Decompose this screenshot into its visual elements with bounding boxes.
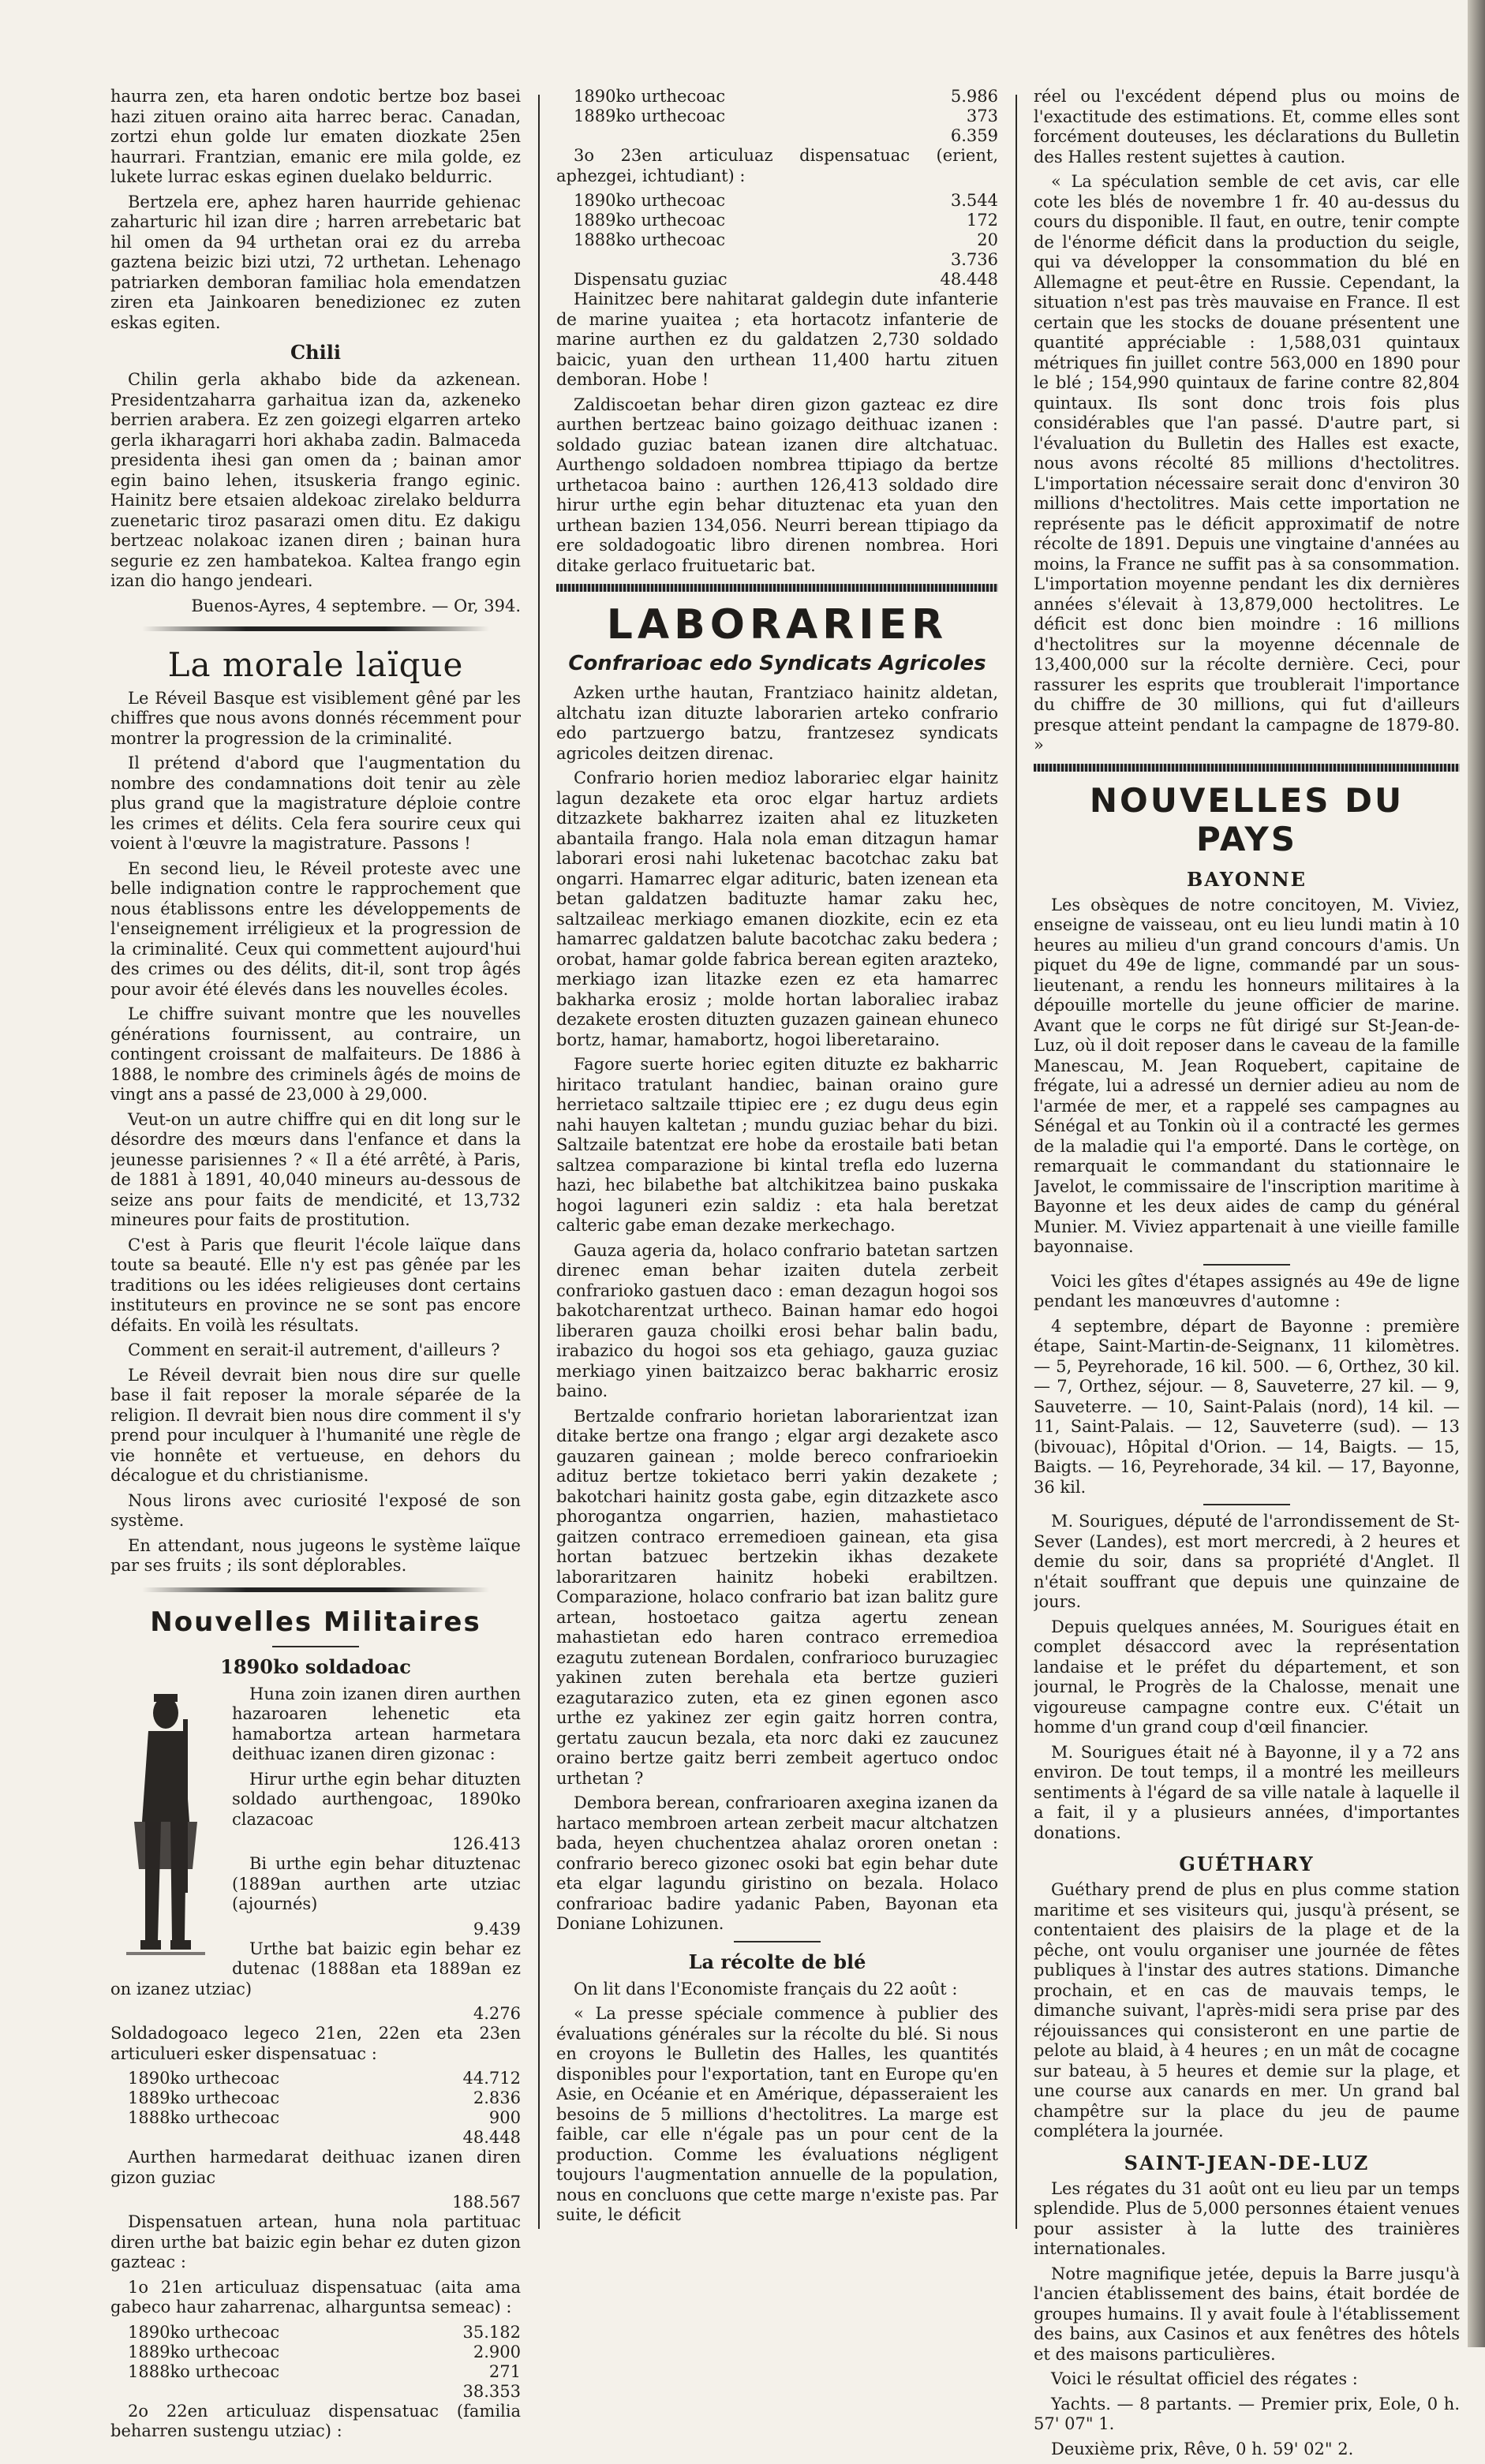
figure-value: 188.567 [452, 2193, 521, 2212]
paragraph: Bertzela ere, aphez haren haurride gehienac zaharturic hil izan dire ; harren arrebetaric bat hil omen da 94 urthetan orai ez du arreba gaztena beizic bizi utzi, 72 urthetan. Lehenago patriarken demboran familiac hola emendatzen ziren eta Jainkoaren benedizionec ez zuten eskas egiten. [110, 192, 521, 332]
paragraph: Azken urthe hautan, Frantziaco hainitz aldetan, altchatu izan dituzte laborarien arteko confrario edo partzuergo batzu, frantzesez syndicats agricoles deitzen direnac. [556, 683, 998, 763]
paragraph: Guéthary prend de plus en plus comme station maritime et ses visiteurs qui, jusqu'à présent, se contentaient des plaisirs de la plage et de la pêche, ont voulu organiser une journée de fêtes publiques à l'instar des autres stations. Dimanche prochain, et en cas de mauvais temps, le dimanche suivant, l'après-midi sera prise par des réjouissances qui consisteront en une partie de pelote au blaid, à 4 heures ; en un mât de cocagne sur bateau, à 5 heures et demie sur la plage, et une course aux canards en mer. Un grand bal champêtre sur la place du jeu de paume complétera la journée. [1034, 1880, 1460, 2141]
paragraph: Voici les gîtes d'étapes assignés au 49e de ligne pendant les manœuvres d'automne : [1034, 1271, 1460, 1311]
figure-value: 4.276 [473, 2004, 521, 2023]
paragraph: Il prétend d'abord que l'augmentation du nombre des condamnations doit tenir au zèle plus grand que la magistrature déploie contre les crimes et délits. Cela fera sourire ceux qui voient à l'œuvre la magistrature. Passons ! [110, 753, 521, 853]
table-article-23 [556, 191, 998, 270]
paragraph: Depuis quelques années, M. Sourigues était en complet désaccord avec la représentation landaise et le préfet du département, et son journal, le Progrès de la Chalosse, menait une vigoureuse campagne contre eux. C'était un homme d'un grand coup d'œil financier. [1034, 1617, 1460, 1737]
figure-value: 126.413 [452, 1834, 521, 1853]
paragraph: En attendant, nous jugeons le système laïque par ses fruits ; ils sont déplorables. [110, 1535, 521, 1575]
paragraph: Nous lirons avec curiosité l'exposé de son système. [110, 1490, 521, 1530]
section-subheading: Confrarioac edo Syndicats Agricoles [568, 652, 986, 675]
column-left [110, 87, 521, 2447]
town-heading-guethary: GUÉTHARY [1179, 1853, 1315, 1875]
dispensatu-total-row: Dispensatu guziac 48.448 [574, 270, 998, 289]
paragraph: Le Réveil devrait bien nous dire sur quelle base il fait reposer la morale séparée de la religion. Il devrait bien nous dire comment il s'y prend pour inculquer à l'humanité une règle de vie honnête et vertueuse, en dehors du décalogue et du christianisme. [110, 1365, 521, 1485]
page-edge-shadow [1468, 0, 1485, 2347]
section-heading-nouvelles: NOUVELLES DU PAYS [1089, 780, 1405, 858]
paragraph: 1o 21en articuluaz dispensatuac (aita ama gabeco haur zaharrenac, alharguntsa semeac) : [110, 2277, 521, 2316]
table-total: 3.736 [950, 250, 998, 269]
paragraph: Deuxième prix, Rêve, 0 h. 59' 02" 2. [1051, 2439, 1354, 2458]
table-dispensatuac [110, 2069, 521, 2148]
paragraph: Gauza ageria da, holaco confrario batetan sartzen direnec eman behar izaiten dutela zerbeit confrarioko gastuen daco : eman dezagun hogoi sos bakotcharentzat urtheco. Bainan hamar edo hogoi liberaren gauza choilki erosi behar balin badu, irabazico du hogoi sos eta gehiago, gauza guziac merkiago yinen baitzaizco berac bakharric erosiz baino. [556, 1240, 998, 1400]
paragraph: Bertzalde confrario horietan laborarientzat izan ditake bertze ona frango ; elgar argi dezakete asco gauzaren gainean ; molde bereco confrarioekin adituz bertze tokietaco berri yakin dezakete ; bakotchari hainitz gosta gabe, egin ditzazkete asco phorogantza ongarrien, hazien, mahastietaco gaitzen contraco erremedioen gainean, eta gisa hortan batzuec bertzekin ikhas dezakete laboraritzaren hainitz hobeki erabiltzen. Comparazione, holaco confrario bat izan balitz gure artean, hostoetaco gaitza agertu zenean mahastietan edo haren contraco erremedioa ezagutu zutenean Bordalen, confrarioco buruzagiec yakinen zuten berehala eta bertze guzieri ezagutarazico zuten, eta ez ginen egonen asco urthe ez yakinez zer egin gaitz horren contra, gertatu zaucun bezala, eta norc daki ez zaucunez oraino bertze gaitz berri zembeit agertuco ondoc urthetan ? [556, 1406, 998, 1788]
table-row: 1888ko urthecoac 900 [128, 2108, 521, 2127]
paragraph: 3o 23en articuluaz dispensatuac (erient, aphezgei, ichtudiant) : [556, 146, 998, 185]
paragraph: Les obsèques de notre concitoyen, M. Viviez, enseigne de vaisseau, ont eu lieu lundi matin à 10 heures au milieu d'un grand concours d'amis. Un piquet du 49e de ligne, commandé par un sous-lieutenant, a rendu les honneurs militaires à la dépouille mortelle du jeune officier de marine. Avant que le corps ne fût dirigé sur St-Jean-de-Luz, où il doit reposer dans le caveau de la famille Manescau, M. Jean Roquebert, capitaine de frégate, lui a adressé un dernier adieu au nom de l'armée de mer, et a rappelé ses campagnes au Sénégal et au Tonkin où il a contracté les germes de la maladie qui l'a emporté. Dans le cortège, on remarquait le commandant du stationnaire le Javelot, le commissaire de l'inscription maritime à Bayonne et les deux aides de camp du général Munier. M. Viviez appartenait à une vieille famille bayonnaise. [1034, 895, 1460, 1256]
short-rule [272, 1646, 359, 1647]
table-article-21 [110, 2323, 521, 2402]
column-middle [556, 87, 998, 2230]
paragraph: Notre magnifique jetée, depuis la Barre jusqu'à l'ancien établissement des bains, était bordée de groupes humains. Il y avait foule à l'établissement des bains, aux Casinos et aux fenêtres des hôtels et des maisons particulières. [1034, 2264, 1460, 2364]
section-heading-militaires: Nouvelles Militaires [150, 1606, 481, 1638]
separator-bar [556, 584, 998, 592]
paragraph: Hirur urthe egin behar dituzten soldado aurthengoac, 1890ko clazacoac [232, 1769, 521, 1829]
table-row: 1890ko urthecoac 3.544 [574, 191, 998, 210]
section-heading-chili: Chili [290, 341, 341, 364]
separator-bar [1034, 764, 1460, 772]
paragraph: Le Réveil Basque est visiblement gêné par les chiffres que nous avons donnés récemment pour montrer la progression de la criminalité. [110, 688, 521, 748]
subheading-soldadoac: 1890ko soldadoac [220, 1655, 411, 1678]
paragraph: On lit dans l'Economiste français du 22 août : [574, 1979, 958, 1998]
paragraph: Aurthen harmedarat deithuac izanen diren gizon guziac [110, 2148, 521, 2187]
town-heading-bayonne: BAYONNE [1187, 867, 1307, 891]
table-row: 1888ko urthecoac 271 [128, 2361, 521, 2381]
short-rule [1203, 1504, 1290, 1505]
column-rule [1016, 95, 1017, 2229]
table-row: 1889ko urthecoac 172 [574, 211, 998, 230]
paragraph: Zaldiscoetan behar diren gizon gazteac ez dire aurthen bertzeac baino goizago deithuac izanen : soldado guziac batean izanen dire altchatuac. Aurthengo soldadoen nombrea ttipiago da bertze urthetacoa baino : aurthen 126,413 soldado dire hirur urthe egin behar dituztenac eta yuan den urthean bazien 134,056. Neurri berean ttipiago da ere soldadogoatic libro direnen nombrea. Hori ditake gerlaco fruituetaric bat. [556, 394, 998, 575]
section-heading-recolte: La récolte de blé [688, 1950, 866, 1973]
table-row: 1890ko urthecoac 5.986 [574, 87, 998, 106]
dateline: Buenos-Ayres, 4 septembre. — Or, 394. [191, 596, 521, 615]
table-row: 1889ko urthecoac 2.900 [128, 2342, 521, 2361]
paragraph: Dembora berean, confrarioaren axegina izanen da hartaco membroen artean zerbeit macur altchatzen bada, heyen chuchentzea ahalaz ororen onetan : confrario bereco gizonec osoki bat egin behar dute eta elgar lagundu giristino on bezala. Holaco confrarioac badire yadanic Paben, Bayonan eta Doniane Lohizunen. [556, 1793, 998, 1933]
paragraph: 2o 22en articuluaz dispensatuac (familia beharren sustengu utziac) : [110, 2401, 521, 2440]
column-rule [538, 95, 540, 2229]
town-heading-saint-jean-de-luz: SAINT-JEAN-DE-LUZ [1124, 2151, 1370, 2174]
paragraph: Voici le résultat officiel des régates : [1051, 2369, 1358, 2388]
table-row: 1890ko urthecoac 35.182 [128, 2322, 521, 2342]
paragraph: M. Sourigues était né à Bayonne, il y a 72 ans environ. De tout temps, il a montré les meilleurs sentiments à l'égard de sa ville natale à laquelle il a fait, il y a plusieurs années, d'importantes donations. [1034, 1742, 1460, 1842]
figure-value: 9.439 [473, 1919, 521, 1939]
section-heading-laborarier: LABORARIER [606, 601, 948, 649]
soldier-illustration [110, 1688, 221, 1972]
paragraph: Hainitzec bere nahitarat galdegin dute infanterie de marine yuaitea ; eta hortacotz infanterie de marine aurthen ez du galdatzen 2,730 soldado baicic, yuan den urthean 11,400 hartu zituen demboran. Hobe ! [556, 290, 998, 389]
paragraph: Yachts. — 8 partants. — Premier prix, Eole, 0 h. 57' 07" 1. [1034, 2394, 1460, 2433]
ornamental-rule [142, 1587, 489, 1592]
table-row: 1889ko urthecoac 373 [574, 107, 998, 125]
short-rule [734, 1941, 821, 1942]
table-row: 1888ko urthecoac 20 [574, 230, 998, 249]
paragraph: « La spéculation semble de cet avis, car elle cote les blés de novembre 1 fr. 40 au-dessus du cours du disponible. Il faut, en outre, tenir compte de l'énorme déficit dans la production du seigle, qui va développer la consommation du blé en Allemagne et peut-être en Russie. Cependant, la situation n'est pas très mauvaise en France. Il est certain que les stocks de douane présentent une quantité appréciable : 1,588,031 quintaux métriques fin juillet contre 563,000 en 1890 pour le blé ; 154,990 quintaux de farine contre 82,804 quintaux. Ils sont donc trois fois plus considérables que l'an passé. D'autre part, si l'évaluation du Bulletin des Halles est exacte, nous avons récolté 85 millions d'hectolitres. L'importation nécessaire serait donc d'environ 30 millions d'hectolitres. Mais cette importation ne représente pas le déficit approximatif de notre récolte de 1891. Depuis une vingtaine d'années au moins, la France ne suffit pas à sa consommation. L'importation moyenne pendant les dix dernières années s'élevait à 13,879,000 hectolitres. Le déficit est donc bien moindre : 16 millions d'hectolitres sur la moyenne décennale de 13,400,000 sur la récolte dernière. Ceci, pour rassurer les esprits que troublerait l'importance du chiffre de 30 millions, qui fut d'ailleurs presque atteint pendant la campagne de 1879-80. » [1034, 172, 1460, 754]
paragraph: Confrario horien medioz laborariec elgar hainitz lagun dezakete eta oroc elgar hartuz ardiets ditzazkete bakharrez izaiten ahal ez lituzketen abantaila frango. Hala nola eman ditzagun hamar laborari erosi nahi luketenac bacotchac zaku bat ongarri. Hamarrec elgar adituric, baten izenean eta betan galdatzen badituzte hamar zaku hec, saltzaileac merkiago emanen diozkite, ecin ez eta hamarrec galdatzen balute bacotchac zaku bedera ; orobat, hamar golde fabrica berean egiten arazteko, merkiago izan litazke ezen ez eta hamarrec bakharka erosiz ; molde hortan laboraliec irabaz dezakete erosten dituzten guzazen gainean ehuneco bortz, hamar, hamabortz, hogoi liberetaraino. [556, 768, 998, 1049]
paragraph: Soldadogoaco legeco 21en, 22en eta 23en articulueri esker dispensatuac : [110, 2024, 521, 2063]
table-row: 1889ko urthecoac 2.836 [128, 2088, 521, 2107]
table-total: 48.448 [462, 2128, 521, 2147]
paragraph: Dispensatuen artean, huna nola partituac diren urthe bat baizic egin behar ez duten gizon gazteac : [110, 2212, 521, 2271]
paragraph: Veut-on un autre chiffre qui en dit long sur le désordre des mœurs dans l'enfance et dans la jeunesse parisiennes ? « Il a été arrêté, à Paris, de 1881 à 1891, 40,040 mineurs au-dessous de seize ans pour faits de mendicité, et 13,732 mineures pour faits de prostitution. [110, 1109, 521, 1229]
paragraph: réel ou l'excédent dépend plus ou moins de l'exactitude des estimations. Et, comme elles sont forcément douteuses, les déclarations du Bulletin des Halles restent sujettes à caution. [1034, 87, 1460, 166]
table-row: 1890ko urthecoac 44.712 [128, 2069, 521, 2088]
paragraph: Huna zoin izanen diren aurthen hazaroaren lehenetic eta hamabortza artean harmetara deithuac izanen diren gizonac : [232, 1684, 521, 1763]
paragraph: Le chiffre suivant montre que les nouvelles générations fournissent, au contraire, un contingent croissant de malfaiteurs. De 1886 à 1888, le nombre des criminels âgés de moins de vingt ans a passé de 23,000 à 29,000. [110, 1004, 521, 1104]
table-total: 38.353 [462, 2381, 521, 2401]
paragraph: C'est à Paris que fleurit l'école laïque dans toute sa beauté. Elle n'y est pas gênée par les traditions ou les idées religieuses dont certains instituteurs en province ne se sont pas encore défaits. En voilà les résultats. [110, 1235, 521, 1335]
column-right [1034, 87, 1460, 2464]
short-rule [1203, 1264, 1290, 1266]
paragraph: « La presse spéciale commence à publier des évaluations générales sur la récolte du blé. Si nous en croyons le Bulletin des Halles, les quantités disponibles pour l'exportation, tant en Europe qu'en Asie, en Océanie et en Amérique, dépasseraient les besoins de 5 millions d'hectolitres. La marge est faible, car elle n'égale pas un pour cent de la production. Comme les évaluations négligent toujours l'augmentation annuelle de la population, nous en concluons que cette marge n'existe pas. Par suite, le déficit [556, 2004, 998, 2224]
paragraph: Fagore suerte horiec egiten dituzte ez bakharric hiritaco tratulant handiec, bainan oraino gure herrietaco saltzaile ttipiec ere ; ez dugu deus egin nahi hauyen kaltetan ; mundu guziac behar du bizi. Saltzaile batentzat ere hobe da erostaile bati betan saltzea comparazione bi kintal trefla edo luzerna hazi, hec bilabethe bat altchikitzea baino puskaka hogoi laguneri ezin saldiz : eta hala beretzat calteric gabe eman dezake merkechago. [556, 1055, 998, 1235]
ornamental-rule [142, 626, 489, 631]
paragraph: En second lieu, le Réveil proteste avec une belle indignation contre le rapprochement que nous établissons entre les développements de l'enseignement irréligieux et la progression de la criminalité. Ceux qui commettent aujourd'hui des crimes ou des délits, dit-il, sont trop âgés pour avoir été élevés dans les nouvelles écoles. [110, 858, 521, 999]
paragraph: Comment en serait-il autrement, d'ailleurs ? [128, 1340, 500, 1359]
table-article-22 [556, 87, 998, 146]
paragraph: Chilin gerla akhabo bide da azkenean. Presidentzaharra garhaitua izan da, azkeneko berrien arabera. Ez zen goizegi elgarren arteko gerla ikharagarri hori akhaba zadin. Balmaceda presidenta ihesi gan omen da ; bainan amor egin baino lehen, itsuskeria frango eginic. Hainitz bere etsaien aldekoac zirelako beldurra zuenetaric tiroz pasarazi omen ditu. Ez dakigu bertzeac nolakoac izanen diren ; bainan hura segurie ez zen hambatekoa. Kaltea frango egin izan dio hango jendeari. [110, 370, 521, 590]
paragraph: 4 septembre, départ de Bayonne : première étape, Saint-Martin-de-Seignanx, 11 kilomètres. — 5, Peyrehorade, 16 kil. 500. — 6, Orthez, 30 kil. — 7, Orthez, séjour. — 8, Sauveterre, 27 kil. — 9, Sauveterre. — 10, Saint-Palais (nord), 14 kil. — 11, Saint-Palais. — 12, Sauveterre (sud). — 13 (bivouac), Hôpital d'Orion. — 14, Baigts. — 15, Baigts. — 16, Peyrehorade, 34 kil. — 17, Bayonne, 36 kil. [1034, 1316, 1460, 1497]
paragraph: M. Sourigues, député de l'arrondissement de St-Sever (Landes), est mort mercredi, à 2 heures et demie du soir, dans sa propriété d'Anglet. Il n'était souffrant que depuis une quinzaine de jours. [1034, 1512, 1460, 1611]
section-heading-morale: La morale laïque [167, 645, 464, 684]
paragraph: Urthe bat baizic egin behar ez dutenac (1888an eta 1889an ez on izanez utziac) [110, 1939, 521, 1998]
paragraph: Bi urthe egin behar dituztenac (1889an aurthen arte utziac (ajournés) [232, 1854, 521, 1913]
table-total: 6.359 [950, 126, 998, 145]
paragraph: haurra zen, eta haren ondotic bertze boz basei hazi zituen oraino aita harrec berac. Canadan, zortzi ehun golde lur ematen diozkate 25en haurrari. Frantzian, emanic ere mila golde, ez lukete lurrac eskas eginen duelako beldurric. [110, 87, 521, 186]
paragraph: Les régates du 31 août ont eu lieu par un temps splendide. Plus de 5,000 personnes étaient venues pour assister à la lutte des trainières internationales. [1034, 2178, 1460, 2258]
